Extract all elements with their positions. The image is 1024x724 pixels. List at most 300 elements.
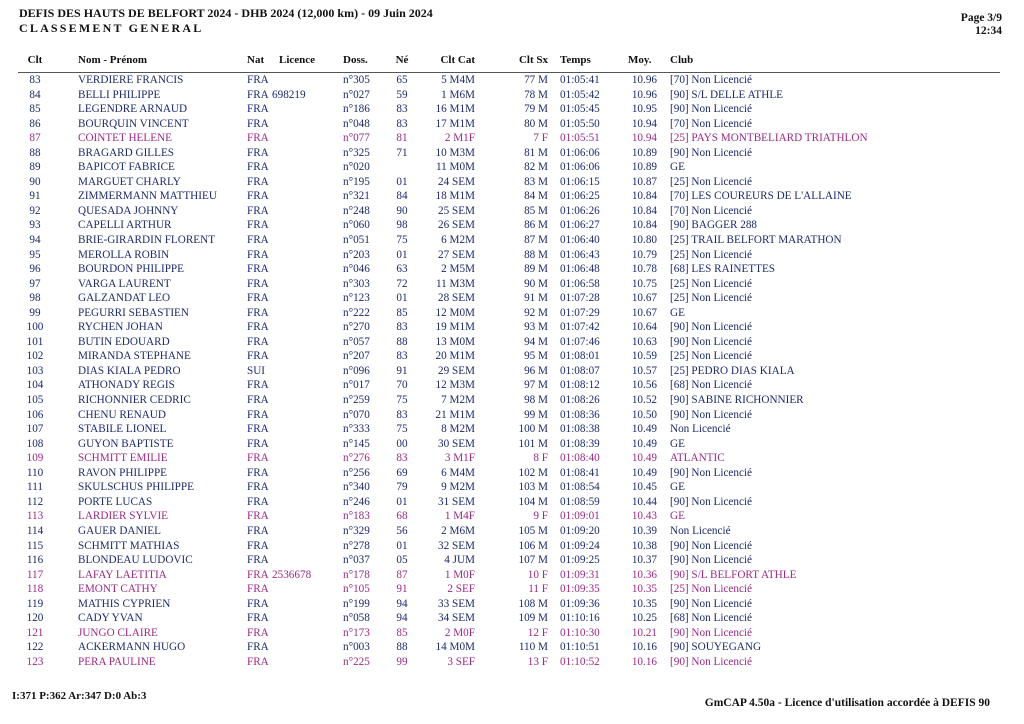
cell-clt-cat: 14 M0M — [435, 641, 475, 654]
cell-ne: 83 — [396, 452, 408, 465]
cell-temps: 01:08:41 — [560, 466, 600, 479]
cell-ne: 01 — [396, 248, 408, 261]
cell-moy: 10.49 — [631, 452, 657, 465]
cell-clt-cat: 3 SEF — [447, 655, 475, 668]
cell-club: [90] Non Licencié — [670, 539, 753, 552]
cell-clt: 108 — [26, 437, 44, 450]
cell-club: [25] Non Licencié — [670, 350, 753, 363]
cell-doss: n°020 — [343, 161, 370, 174]
cell-nom: BOURDON PHILIPPE — [78, 263, 184, 276]
cell-clt: 118 — [26, 583, 44, 596]
table-row — [0, 233, 1024, 248]
cell-temps: 01:05:42 — [560, 88, 600, 101]
cell-ne: 88 — [396, 335, 408, 348]
report-title: DEFIS DES HAUTS DE BELFORT 2024 - DHB 2024 (12,000 km) - 09 Juin 2024 — [19, 6, 433, 20]
cell-nom: RAVON PHILIPPE — [78, 466, 167, 479]
cell-clt: 116 — [26, 554, 44, 567]
cell-clt-cat: 25 SEM — [438, 204, 475, 217]
cell-licence: 698219 — [272, 88, 306, 101]
cell-clt-sx: 13 F — [527, 655, 548, 668]
cell-moy: 10.49 — [631, 466, 657, 479]
cell-nom: SKULSCHUS PHILIPPE — [78, 481, 194, 494]
cell-temps: 01:07:28 — [560, 292, 600, 305]
cell-club: [25] TRAIL BELFORT MARATHON — [670, 234, 842, 247]
cell-club: [90] Non Licencié — [670, 495, 753, 508]
cell-clt: 83 — [29, 74, 41, 86]
cell-temps: 01:06:15 — [560, 175, 600, 188]
cell-clt-cat: 5 M4M — [441, 74, 475, 86]
cell-moy: 10.59 — [631, 350, 657, 363]
col-ne: Né — [395, 54, 409, 66]
cell-doss: n°278 — [343, 539, 370, 552]
cell-moy: 10.35 — [631, 583, 657, 596]
cell-doss: n°203 — [343, 248, 370, 261]
column-headers — [0, 53, 1024, 67]
cell-nom: VARGA LAURENT — [78, 277, 171, 290]
cell-nom: RYCHEN JOHAN — [78, 321, 163, 334]
cell-ne: 91 — [396, 364, 408, 377]
cell-club: [70] Non Licencié — [670, 117, 753, 130]
cell-doss: n°248 — [343, 204, 370, 217]
cell-clt-cat: 31 SEM — [438, 495, 475, 508]
cell-doss: n°329 — [343, 524, 370, 537]
cell-ne: 63 — [396, 263, 408, 276]
cell-ne: 65 — [396, 74, 408, 86]
cell-doss: n°340 — [343, 481, 370, 494]
cell-clt: 113 — [26, 510, 44, 523]
col-clt: Clt — [27, 54, 43, 66]
cell-clt-cat: 2 M5M — [441, 263, 475, 276]
cell-temps: 01:10:30 — [560, 626, 600, 639]
cell-nat: SUI — [247, 364, 266, 377]
cell-club: GE — [670, 437, 685, 450]
cell-ne: 83 — [396, 408, 408, 421]
cell-doss: n°183 — [343, 510, 370, 523]
cell-nat: FRA — [247, 88, 269, 101]
cell-clt-sx: 82 M — [524, 161, 548, 174]
cell-moy: 10.64 — [631, 321, 657, 334]
cell-club: GE — [670, 161, 685, 174]
cell-ne: 00 — [396, 437, 408, 450]
cell-nat: FRA — [247, 612, 269, 625]
cell-clt: 121 — [26, 626, 44, 639]
cell-clt-sx: 104 M — [518, 495, 548, 508]
cell-ne: 90 — [396, 204, 408, 217]
cell-clt: 100 — [26, 321, 44, 334]
cell-clt-cat: 8 M2M — [441, 423, 475, 436]
cell-nat: FRA — [247, 379, 269, 392]
cell-doss: n°060 — [343, 219, 370, 232]
cell-nom: BAPICOT FABRICE — [78, 161, 175, 174]
cell-clt-cat: 18 M1M — [435, 190, 475, 203]
cell-moy: 10.96 — [631, 88, 657, 101]
cell-clt-cat: 16 M1M — [435, 103, 475, 116]
cell-ne: 79 — [396, 481, 408, 494]
cell-nom: VERDIERE FRANCIS — [78, 74, 184, 86]
cell-clt-cat: 17 M1M — [435, 117, 475, 130]
footer-license: GmCAP 4.50a - Licence d'utilisation accordée à DEFIS 90 — [704, 697, 990, 709]
cell-moy: 10.84 — [631, 190, 657, 203]
cell-clt-sx: 12 F — [527, 626, 548, 639]
cell-nom: CAPELLI ARTHUR — [78, 219, 172, 232]
cell-clt-sx: 94 M — [524, 335, 548, 348]
table-row — [0, 568, 1024, 583]
cell-temps: 01:06:25 — [560, 190, 600, 203]
footer-stats: I:371 P:362 Ar:347 D:0 Ab:3 — [12, 690, 147, 702]
cell-clt: 117 — [26, 568, 44, 581]
cell-ne: 70 — [396, 379, 408, 392]
cell-nat: FRA — [247, 554, 269, 567]
cell-clt-sx: 9 F — [533, 510, 548, 523]
col-moy: Moy. — [628, 54, 652, 66]
cell-ne: 01 — [396, 495, 408, 508]
cell-moy: 10.89 — [631, 161, 657, 174]
table-row — [0, 393, 1024, 408]
cell-clt-sx: 88 M — [524, 248, 548, 261]
cell-club: GE — [670, 510, 685, 523]
cell-temps: 01:06:48 — [560, 263, 600, 276]
cell-temps: 01:08:39 — [560, 437, 600, 450]
cell-nom: CHENU RENAUD — [78, 408, 166, 421]
cell-moy: 10.35 — [631, 597, 657, 610]
cell-clt: 95 — [29, 248, 41, 261]
cell-doss: n°027 — [343, 88, 370, 101]
cell-temps: 01:08:40 — [560, 452, 600, 465]
cell-doss: n°303 — [343, 277, 370, 290]
table-row — [0, 640, 1024, 655]
cell-nat: FRA — [247, 539, 269, 552]
table-row — [0, 117, 1024, 132]
cell-clt-sx: 10 F — [527, 568, 548, 581]
cell-club: [90] SOUYEGANG — [670, 641, 762, 654]
cell-clt: 88 — [29, 146, 41, 159]
cell-nat: FRA — [247, 597, 269, 610]
cell-doss: n°105 — [343, 583, 370, 596]
cell-club: [90] S/L DELLE ATHLE — [670, 88, 783, 101]
cell-doss: n°199 — [343, 597, 370, 610]
cell-nom: LEGENDRE ARNAUD — [78, 103, 188, 116]
table-row — [0, 146, 1024, 161]
cell-club: GE — [670, 306, 685, 319]
cell-nom: STABILE LIONEL — [78, 423, 167, 436]
cell-clt-sx: 101 M — [518, 437, 548, 450]
cell-clt: 87 — [29, 132, 41, 145]
cell-doss: n°037 — [343, 554, 370, 567]
cell-clt-sx: 7 F — [533, 132, 548, 145]
cell-temps: 01:08:26 — [560, 394, 600, 407]
cell-nom: JUNGO CLAIRE — [78, 626, 158, 639]
cell-clt-sx: 108 M — [518, 597, 548, 610]
table-row — [0, 262, 1024, 277]
cell-doss: n°270 — [343, 321, 370, 334]
table-row — [0, 335, 1024, 350]
cell-nom: COINTET HELENE — [78, 132, 172, 145]
cell-clt-sx: 84 M — [524, 190, 548, 203]
cell-moy: 10.75 — [631, 277, 657, 290]
cell-nat: FRA — [247, 510, 269, 523]
cell-nat: FRA — [247, 466, 269, 479]
cell-moy: 10.80 — [631, 234, 657, 247]
cell-ne: 83 — [396, 321, 408, 334]
cell-doss: n°325 — [343, 146, 370, 159]
cell-temps: 01:08:01 — [560, 350, 600, 363]
cell-clt-sx: 102 M — [518, 466, 548, 479]
cell-clt-cat: 26 SEM — [438, 219, 475, 232]
cell-club: [68] Non Licencié — [670, 379, 753, 392]
cell-nom: LARDIER SYLVIE — [78, 510, 169, 523]
cell-nat: FRA — [247, 626, 269, 639]
cell-ne: 83 — [396, 350, 408, 363]
cell-clt: 115 — [26, 539, 44, 552]
cell-ne: 87 — [396, 568, 408, 581]
cell-temps: 01:08:38 — [560, 423, 600, 436]
cell-nom: BRAGARD GILLES — [78, 146, 175, 159]
cell-nat: FRA — [247, 437, 269, 450]
cell-ne: 01 — [396, 292, 408, 305]
col-nat: Nat — [247, 54, 265, 66]
cell-clt-cat: 6 M2M — [441, 234, 475, 247]
cell-club: ATLANTIC — [670, 452, 725, 465]
cell-ne: 98 — [396, 219, 408, 232]
cell-clt-sx: 8 F — [533, 452, 548, 465]
cell-nom: MATHIS CYPRIEN — [78, 597, 171, 610]
table-row — [0, 364, 1024, 379]
cell-doss: n°123 — [343, 292, 370, 305]
cell-nom: BELLI PHILIPPE — [78, 88, 161, 101]
cell-nat: FRA — [247, 641, 269, 654]
table-row — [0, 88, 1024, 103]
cell-clt: 110 — [26, 466, 44, 479]
cell-ne: 94 — [396, 612, 408, 625]
cell-temps: 01:05:50 — [560, 117, 600, 130]
col-clt-sx: Clt Sx — [518, 54, 548, 66]
cell-clt-sx: 77 M — [524, 74, 548, 86]
cell-clt-sx: 106 M — [518, 539, 548, 552]
cell-club: [25] PAYS MONTBELIARD TRIATHLON — [670, 132, 868, 145]
table-row — [0, 204, 1024, 219]
cell-ne: 81 — [396, 132, 408, 145]
cell-club: [90] BAGGER 288 — [670, 219, 758, 232]
cell-clt-cat: 32 SEM — [438, 539, 475, 552]
cell-club: [90] Non Licencié — [670, 321, 753, 334]
table-row — [0, 277, 1024, 292]
cell-doss: n°195 — [343, 175, 370, 188]
cell-doss: n°173 — [343, 626, 370, 639]
cell-clt: 123 — [26, 655, 44, 668]
cell-club: [90] Non Licencié — [670, 597, 753, 610]
table-row — [0, 189, 1024, 204]
cell-club: GE — [670, 481, 685, 494]
cell-nom: BLONDEAU LUDOVIC — [78, 554, 193, 567]
table-row — [0, 102, 1024, 117]
cell-nom: DIAS KIALA PEDRO — [78, 364, 181, 377]
table-row — [0, 480, 1024, 495]
cell-clt: 89 — [29, 161, 41, 174]
cell-clt: 106 — [26, 408, 44, 421]
cell-moy: 10.50 — [631, 408, 657, 421]
table-row — [0, 349, 1024, 364]
cell-clt-cat: 1 M4F — [444, 510, 475, 523]
cell-licence: 2536678 — [272, 568, 312, 581]
results-table — [0, 73, 1024, 669]
cell-clt: 112 — [26, 495, 44, 508]
cell-club: Non Licencié — [670, 524, 731, 537]
cell-doss: n°057 — [343, 335, 370, 348]
cell-clt-cat: 12 M3M — [435, 379, 475, 392]
cell-temps: 01:06:40 — [560, 234, 600, 247]
cell-nom: PERA PAULINE — [78, 655, 156, 668]
cell-clt-cat: 28 SEM — [438, 292, 475, 305]
cell-club: [25] Non Licencié — [670, 277, 753, 290]
cell-ne: 59 — [396, 88, 408, 101]
cell-moy: 10.16 — [631, 641, 657, 654]
cell-clt-cat: 9 M2M — [441, 481, 475, 494]
cell-temps: 01:09:36 — [560, 597, 600, 610]
cell-temps: 01:08:07 — [560, 364, 600, 377]
cell-nat: FRA — [247, 132, 269, 145]
cell-doss: n°070 — [343, 408, 370, 421]
cell-moy: 10.56 — [631, 379, 657, 392]
print-time: 12:34 — [975, 25, 1002, 37]
cell-clt-cat: 1 M0F — [444, 568, 475, 581]
cell-moy: 10.79 — [631, 248, 657, 261]
cell-club: [90] Non Licencié — [670, 335, 753, 348]
cell-clt-cat: 11 M0M — [435, 161, 475, 174]
cell-nat: FRA — [247, 190, 269, 203]
cell-nom: MEROLLA ROBIN — [78, 248, 170, 261]
cell-moy: 10.21 — [631, 626, 657, 639]
cell-nat: FRA — [247, 394, 269, 407]
cell-clt-cat: 4 JUM — [444, 554, 475, 567]
cell-temps: 01:09:25 — [560, 554, 600, 567]
cell-temps: 01:06:58 — [560, 277, 600, 290]
cell-temps: 01:07:29 — [560, 306, 600, 319]
cell-clt-cat: 21 M1M — [435, 408, 475, 421]
table-row — [0, 175, 1024, 190]
cell-clt: 103 — [26, 364, 44, 377]
report-subtitle: CLASSEMENT GENERAL — [19, 21, 204, 35]
cell-club: [90] Non Licencié — [670, 103, 753, 116]
cell-temps: 01:06:26 — [560, 204, 600, 217]
cell-clt-sx: 98 M — [524, 394, 548, 407]
table-row — [0, 306, 1024, 321]
cell-clt: 98 — [29, 292, 41, 305]
cell-ne: 75 — [396, 423, 408, 436]
cell-ne: 99 — [396, 655, 408, 668]
table-row — [0, 539, 1024, 554]
cell-ne: 83 — [396, 103, 408, 116]
cell-club: [90] Non Licencié — [670, 554, 753, 567]
cell-clt-cat: 2 M1F — [444, 132, 475, 145]
cell-nat: FRA — [247, 655, 269, 668]
cell-temps: 01:08:59 — [560, 495, 600, 508]
cell-clt: 122 — [26, 641, 44, 654]
cell-clt-sx: 11 F — [528, 583, 548, 596]
cell-ne: 56 — [396, 524, 408, 537]
table-row — [0, 437, 1024, 452]
cell-doss: n°145 — [343, 437, 370, 450]
cell-club: [90] Non Licencié — [670, 655, 753, 668]
cell-clt-sx: 96 M — [524, 364, 548, 377]
cell-ne: 85 — [396, 306, 408, 319]
cell-clt-sx: 79 M — [524, 103, 548, 116]
cell-nom: EMONT CATHY — [78, 583, 158, 596]
cell-doss: n°259 — [343, 394, 370, 407]
cell-nom: GAUER DANIEL — [78, 524, 161, 537]
col-licence: Licence — [279, 54, 316, 66]
cell-ne: 72 — [396, 277, 408, 290]
page-info — [961, 12, 1002, 38]
cell-moy: 10.52 — [631, 394, 657, 407]
cell-ne: 71 — [396, 146, 408, 159]
col-doss: Doss. — [343, 54, 368, 66]
cell-clt: 97 — [29, 277, 41, 290]
table-row — [0, 466, 1024, 481]
table-row — [0, 582, 1024, 597]
cell-club: [90] S/L BELFORT ATHLE — [670, 568, 797, 581]
cell-doss: n°225 — [343, 655, 370, 668]
page-number: Page 3/9 — [960, 12, 1002, 24]
table-row — [0, 408, 1024, 423]
cell-nom: SCHMITT MATHIAS — [78, 539, 180, 552]
cell-doss: n°246 — [343, 495, 370, 508]
cell-doss: n°321 — [343, 190, 370, 203]
cell-clt-cat: 2 M0F — [444, 626, 475, 639]
cell-temps: 01:05:45 — [560, 103, 600, 116]
cell-moy: 10.16 — [631, 655, 657, 668]
cell-clt: 90 — [29, 175, 41, 188]
cell-clt: 120 — [26, 612, 44, 625]
table-row — [0, 131, 1024, 146]
cell-clt: 93 — [29, 219, 41, 232]
col-nom: Nom - Prénom — [78, 54, 148, 66]
cell-temps: 01:06:43 — [560, 248, 600, 261]
cell-nom: SCHMITT EMILIE — [78, 452, 168, 465]
cell-nom: GALZANDAT LEO — [78, 292, 171, 305]
cell-moy: 10.67 — [631, 292, 657, 305]
cell-club: [90] Non Licencié — [670, 408, 753, 421]
cell-clt: 111 — [27, 481, 43, 494]
cell-clt-sx: 78 M — [524, 88, 548, 101]
cell-temps: 01:09:31 — [560, 568, 600, 581]
cell-clt-cat: 24 SEM — [438, 175, 475, 188]
cell-doss: n°305 — [343, 74, 370, 86]
cell-club: [68] Non Licencié — [670, 612, 753, 625]
cell-moy: 10.94 — [631, 132, 657, 145]
cell-ne: 83 — [396, 117, 408, 130]
cell-nom: BOURQUIN VINCENT — [78, 117, 189, 130]
col-club: Club — [670, 54, 694, 66]
cell-moy: 10.57 — [631, 364, 657, 377]
cell-temps: 01:07:42 — [560, 321, 600, 334]
cell-doss: n°186 — [343, 103, 370, 116]
table-row — [0, 422, 1024, 437]
cell-clt-cat: 27 SEM — [438, 248, 475, 261]
cell-nom: QUESADA JOHNNY — [78, 204, 179, 217]
cell-clt-sx: 81 M — [524, 146, 548, 159]
cell-moy: 10.38 — [631, 539, 657, 552]
cell-nat: FRA — [247, 423, 269, 436]
cell-clt-cat: 3 M1F — [444, 452, 475, 465]
col-clt-cat: Clt Cat — [440, 54, 475, 66]
cell-ne: 91 — [396, 583, 408, 596]
cell-club: [70] LES COUREURS DE L'ALLAINE — [670, 190, 852, 203]
cell-temps: 01:06:06 — [560, 161, 600, 174]
cell-temps: 01:10:52 — [560, 655, 600, 668]
cell-clt-sx: 80 M — [524, 117, 548, 130]
cell-nat: FRA — [247, 481, 269, 494]
cell-temps: 01:08:12 — [560, 379, 600, 392]
